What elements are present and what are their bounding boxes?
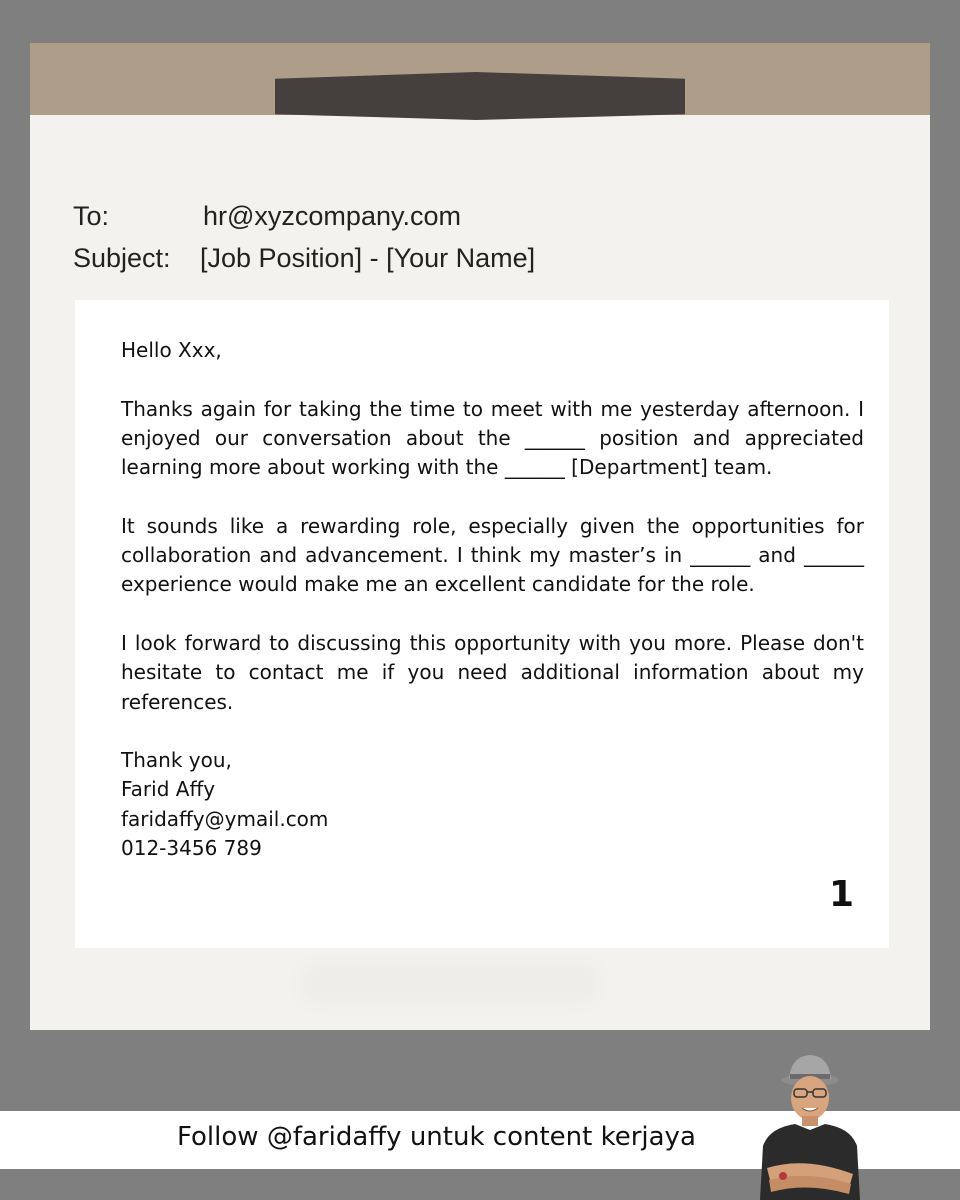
closing-line: Thank you, [121,748,232,773]
page-number: 1 [829,874,855,915]
to-address: hr@xyzcompany.com [203,201,461,231]
letter-paragraph: I look forward to discussing this opportunity with you more. Please don't hesitate to contact me if you need additional information about my references. [121,630,864,714]
signature-block [121,746,864,863]
subject-text: [Job Position] - [Your Name] [200,243,536,273]
letter-paragraph: Thanks again for taking the time to meet with me yesterday afternoon. I enjoyed our conversation about the ______ position and appreciated learning more about working with the ______ [Department] team. [121,396,864,480]
to-label: To: [73,201,110,231]
letter-paragraph: It sounds like a rewarding role, especially given the opportunities for collaboration and advancement. I think my master’s in ______ and ______ experience would make me an excellent candidate for the role. [121,513,864,597]
email-to-line [73,201,461,232]
letter-body [121,336,864,863]
card-shadow-decoration [300,962,600,1004]
signature-phone: 012-3456 789 [121,836,262,861]
email-subject-line [73,243,535,274]
signature-email: faridaffy@ymail.com [121,806,329,831]
subject-label: Subject: [73,243,171,273]
author-photo [745,1048,875,1200]
letter-greeting: Hello Xxx, [121,338,222,362]
signature-name: Farid Affy [121,777,216,802]
header-tab-decoration [275,72,685,120]
footer-follow-text: Follow @faridaffy untuk content kerjaya [177,1122,696,1152]
letter-panel [75,300,889,948]
